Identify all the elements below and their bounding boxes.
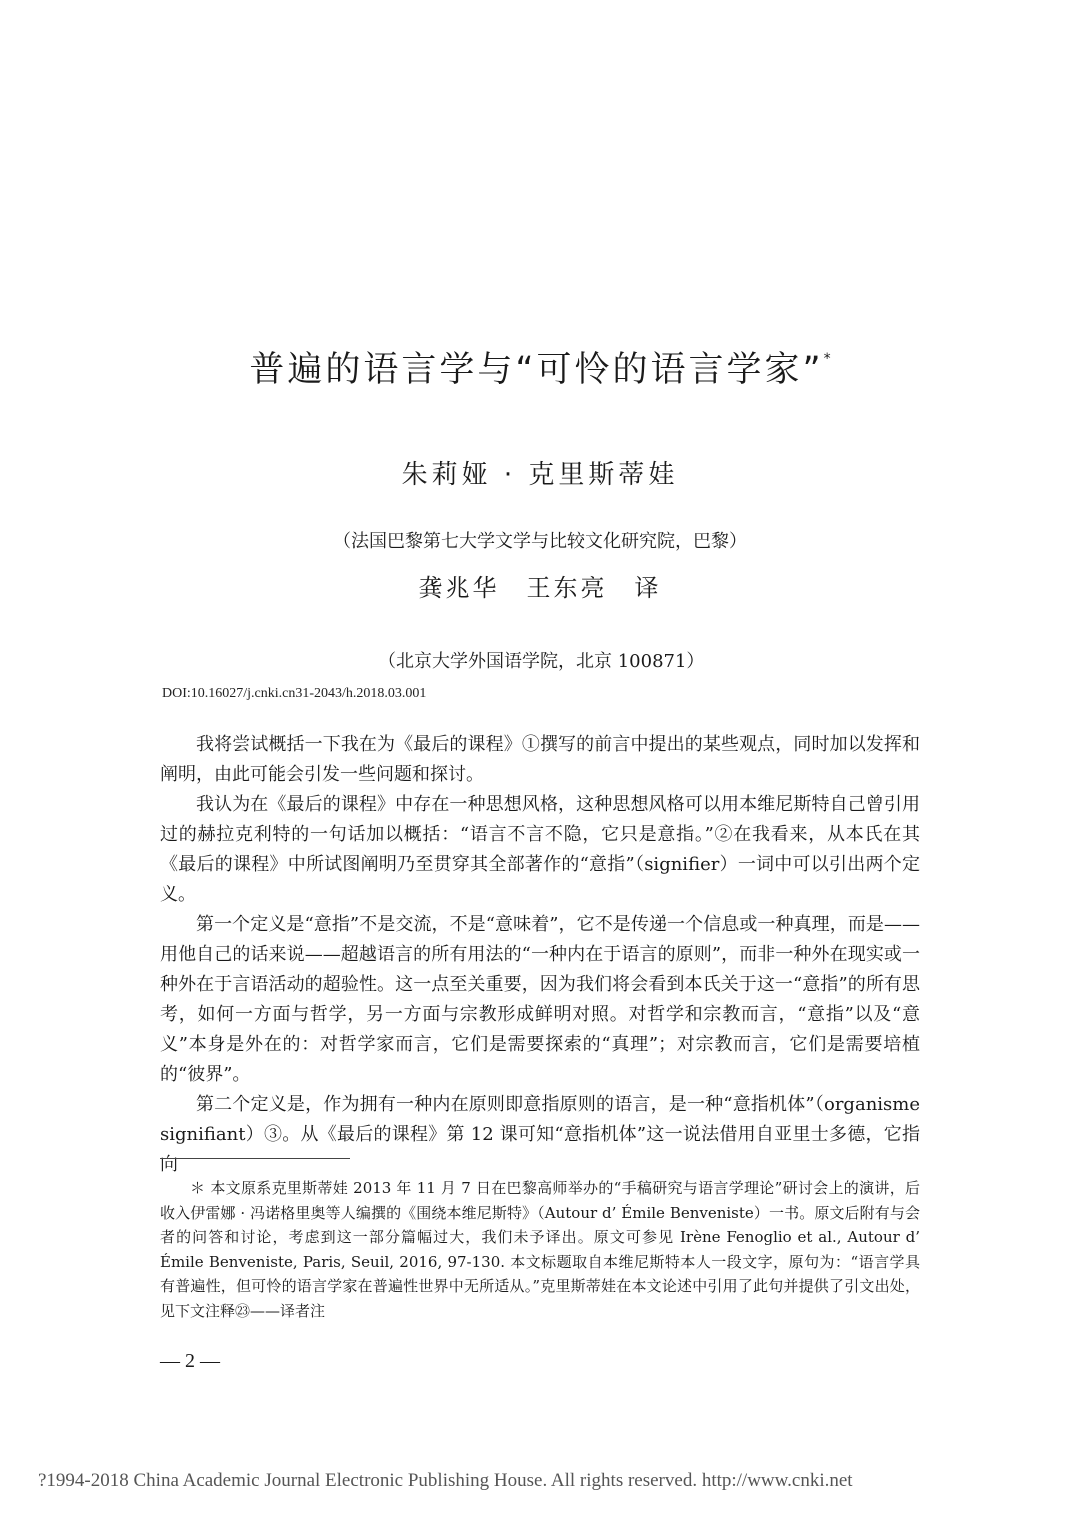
doi-line: DOI:10.16027/j.cnki.cn31-2043/h.2018.03.001: [162, 686, 427, 701]
article-title-text: 普遍的语言学与“可怜的语言学家”: [249, 350, 824, 390]
footnote: [160, 1176, 920, 1323]
article-title: [0, 342, 1080, 392]
article-body: [160, 730, 920, 1180]
author-affiliation: （法国巴黎第七大学文学与比较文化研究院，巴黎）: [333, 531, 747, 552]
body-paragraph-1: 我将尝试概括一下我在为《最后的课程》①撰写的前言中提出的某些观点，同时加以发挥和阐明，由此可能会引发一些问题和探讨。: [160, 734, 920, 785]
translator-names: 龚兆华 王东亮 译: [418, 574, 662, 602]
author-name: 朱莉娅 · 克里斯蒂娃: [401, 460, 679, 490]
copyright-line: ?1994-2018 China Academic Journal Electronic Publishing House. All rights reserved. http://www.cnki.net: [38, 1470, 853, 1491]
footnote-text: ＊ 本文原系克里斯蒂娃 2013 年 11 月 7 日在巴黎高师举办的“手稿研究与语言学理论”研讨会上的演讲，后收入伊雷娜 · 冯诺格里奥等人编撰的《围绕本维尼斯特》（Autour d’ Émile Benveniste）一书。原文后附有与会者的问答和讨论，考虑到这一部分篇幅过大，我们未予译出。原文可参见 Irène Fenoglio et al., Autour d’ Émile Benveniste, Paris, Seuil, 2016, 97-130. 本文标题取自本维尼斯特本人一段文字，原句为：“语言学具有普遍性，但可怜的语言学家在普遍性世界中无所适从。”克里斯蒂娃在本文论述中引用了此句并提供了引文出处，见下文注释㉓——译者注: [160, 1179, 920, 1320]
translator-affiliation: （北京大学外国语学院，北京 100871）: [378, 651, 705, 672]
body-paragraph-3: 第一个定义是“意指”不是交流，不是“意味着”，它不是传递一个信息或一种真理，而是——用他自己的话来说——超越语言的所有用法的“一种内在于语言的原则”，而非一种外在现实或一种外在于言语活动的超验性。这一点至关重要，因为我们将会看到本氏关于这一“意指”的所有思考，如何一方面与哲学，另一方面与宗教形成鲜明对照。对哲学和宗教而言，“意指”以及“意义”本身是外在的：对哲学家而言，它们是需要探索的“真理”；对宗教而言，它们是需要培植的“彼界”。: [160, 914, 920, 1085]
footnote-divider: [160, 1158, 350, 1159]
body-paragraph-2: 我认为在《最后的课程》中存在一种思想风格，这种思想风格可以用本维尼斯特自己曾引用过的赫拉克利特的一句话加以概括：“语言不言不隐，它只是意指。”②在我看来，从本氏在其《最后的课程》中所试图阐明乃至贯穿其全部著作的“意指”（signifier）一词中可以引出两个定义。: [160, 794, 920, 905]
title-footnote-marker: *: [823, 351, 831, 367]
page-number: — 2 —: [160, 1350, 220, 1372]
body-paragraph-4: 第二个定义是，作为拥有一种内在原则即意指原则的语言，是一种“意指机体”（organisme signifiant）③。从《最后的课程》第 12 课可知“意指机体”这一说法借用自亚里士多德，它指向: [160, 1094, 920, 1175]
